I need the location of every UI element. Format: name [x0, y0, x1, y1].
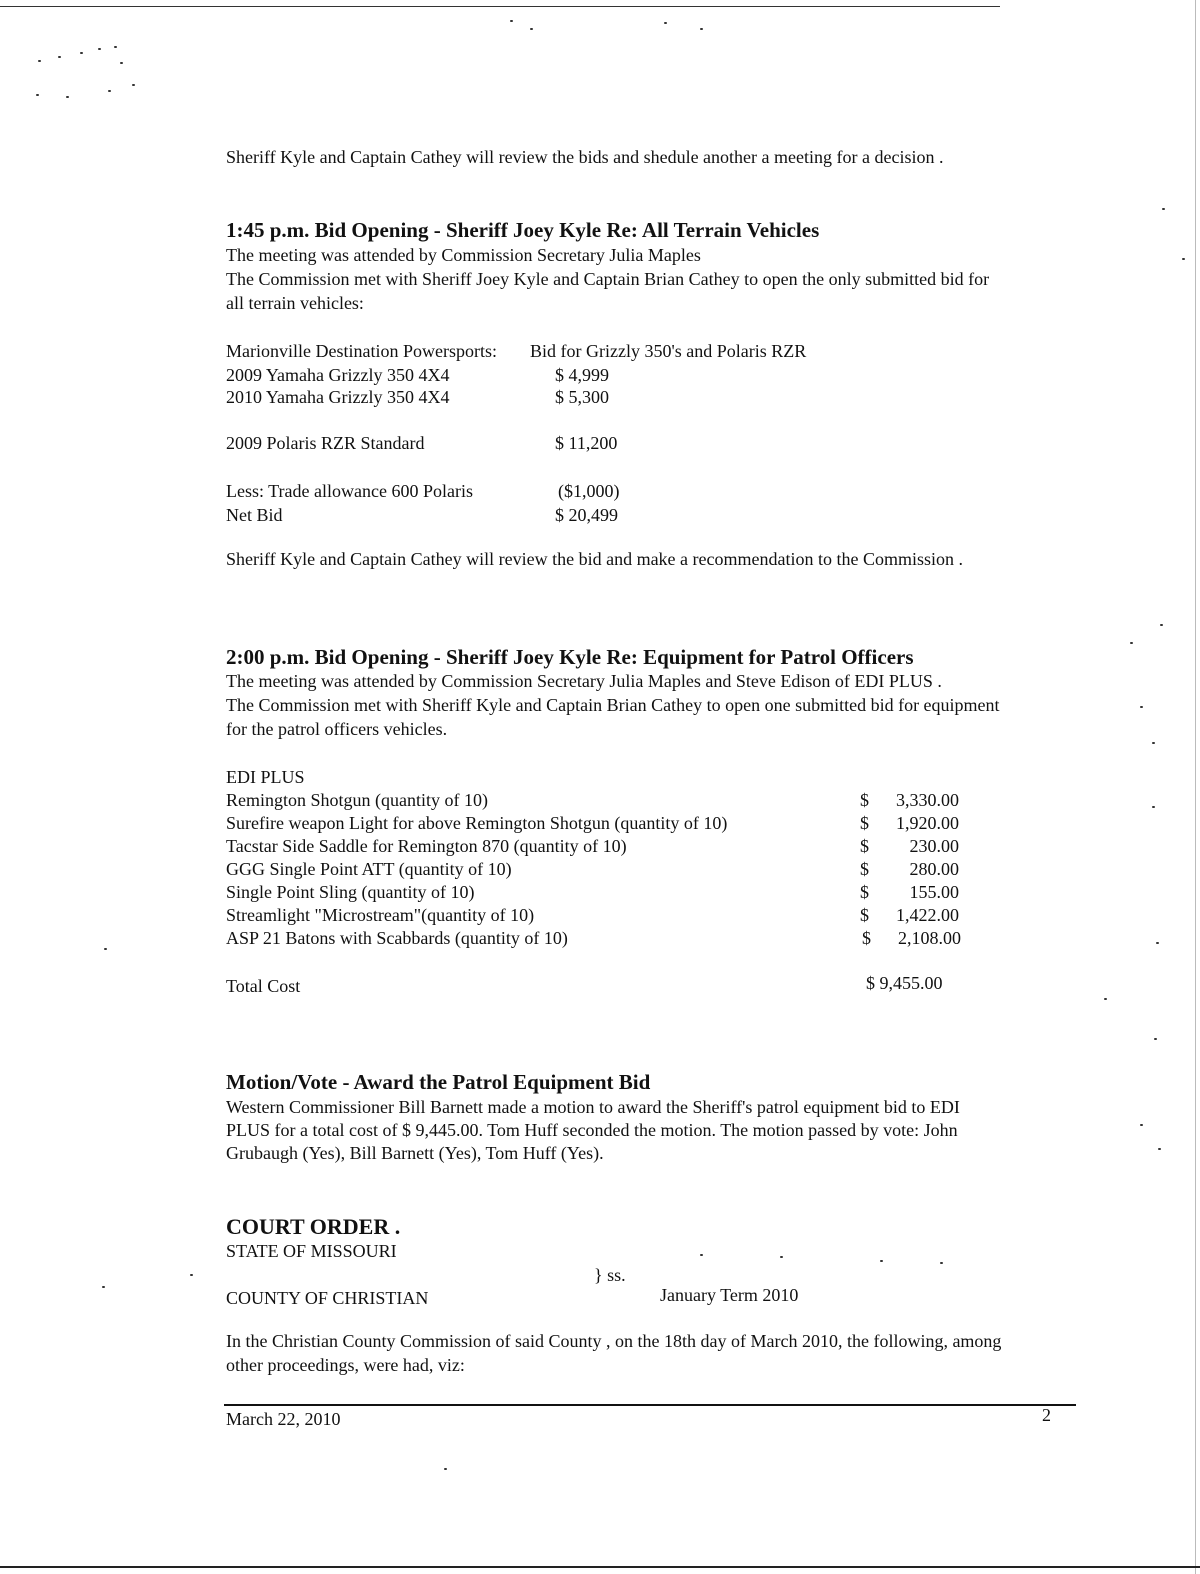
atv-item-price: $ 11,200	[555, 433, 618, 453]
atv-closing: Sheriff Kyle and Captain Cathey will review the bid and make a recommendation to the Commission .	[226, 549, 963, 569]
atv-met-line2: all terrain vehicles:	[226, 293, 364, 313]
amount-value: 155.00	[909, 882, 959, 902]
court-order-county: COUNTY OF CHRISTIAN	[226, 1288, 429, 1308]
patrol-item-name: GGG Single Point ATT (quantity of 10)	[226, 859, 512, 879]
dollar-sign: $	[860, 859, 869, 879]
patrol-met-line1: The Commission met with Sheriff Kyle and Captain Brian Cathey to open one submitted bid for equipment	[226, 695, 1000, 715]
top-scan-edge	[0, 6, 1000, 7]
amount-value: 230.00	[909, 836, 959, 856]
amount-value: 3,330.00	[896, 790, 959, 810]
court-order-heading: COURT ORDER .	[226, 1214, 401, 1239]
dollar-sign: $	[860, 882, 869, 902]
motion-line2: PLUS for a total cost of $ 9,445.00. Tom Huff seconded the motion. The motion passed by vote: John	[226, 1120, 958, 1140]
atv-item-name: 2010 Yamaha Grizzly 350 4X4	[226, 387, 450, 407]
atv-item-name: 2009 Yamaha Grizzly 350 4X4	[226, 365, 450, 385]
patrol-item-amount	[860, 789, 959, 811]
patrol-attended: The meeting was attended by Commission Secretary Julia Maples and Steve Edison of EDI PLUS .	[226, 671, 942, 691]
dollar-sign: $	[860, 790, 869, 810]
dollar-sign: $	[860, 905, 869, 925]
patrol-item-amount	[862, 927, 961, 949]
court-order-term: January Term 2010	[660, 1285, 799, 1305]
court-order-line2: other proceedings, were had, viz:	[226, 1355, 465, 1375]
atv-vendor-desc: Bid for Grizzly 350's and Polaris RZR	[530, 341, 807, 361]
patrol-item-amount	[860, 904, 959, 926]
amount-value: 1,920.00	[896, 813, 959, 833]
atv-item-price: ($1,000)	[558, 481, 620, 501]
bottom-scan-edge	[0, 1566, 1200, 1568]
amount-value: 2,108.00	[898, 928, 961, 948]
page-number: 2	[1042, 1405, 1051, 1425]
patrol-total-label: Total Cost	[226, 976, 301, 996]
amount-value: 280.00	[909, 859, 959, 879]
atv-item-price: $ 4,999	[555, 365, 609, 385]
right-scan-edge	[1195, 0, 1196, 1574]
atv-item-price: $ 5,300	[555, 387, 609, 407]
motion-line1: Western Commissioner Bill Barnett made a motion to award the Sheriff's patrol equipment bid to EDI	[226, 1097, 960, 1117]
court-order-line1: In the Christian County Commission of said County , on the 18th day of March 2010, the following, among	[226, 1331, 1002, 1351]
motion-heading: Motion/Vote - Award the Patrol Equipment Bid	[226, 1070, 651, 1094]
atv-item-name: 2009 Polaris RZR Standard	[226, 433, 425, 453]
patrol-item-amount	[860, 835, 959, 857]
patrol-item-amount	[860, 812, 959, 834]
atv-item-name: Less: Trade allowance 600 Polaris	[226, 481, 473, 501]
atv-net-bid-label: Net Bid	[226, 505, 283, 525]
patrol-total-value: $ 9,455.00	[866, 973, 943, 993]
atv-heading: 1:45 p.m. Bid Opening - Sheriff Joey Kyle Re: All Terrain Vehicles	[226, 218, 820, 242]
atv-attended: The meeting was attended by Commission Secretary Julia Maples	[226, 245, 701, 265]
patrol-item-amount	[860, 858, 959, 880]
intro-line: Sheriff Kyle and Captain Cathey will review the bids and shedule another a meeting for a decision .	[226, 147, 944, 167]
atv-met-line1: The Commission met with Sheriff Joey Kyle and Captain Brian Cathey to open the only submitted bid for	[226, 269, 990, 289]
footer-rule	[224, 1404, 1076, 1406]
court-order-ss: } ss.	[594, 1265, 626, 1285]
dollar-sign: $	[862, 928, 871, 948]
atv-vendor-label: Marionville Destination Powersports:	[226, 341, 497, 361]
footer-date: March 22, 2010	[226, 1409, 341, 1429]
patrol-met-line2: for the patrol officers vehicles.	[226, 719, 448, 739]
patrol-item-name: Surefire weapon Light for above Remington Shotgun (quantity of 10)	[226, 813, 728, 833]
patrol-item-amount	[860, 881, 959, 903]
patrol-heading: 2:00 p.m. Bid Opening - Sheriff Joey Kyle Re: Equipment for Patrol Officers	[226, 645, 914, 669]
patrol-item-name: Streamlight "Microstream"(quantity of 10)	[226, 905, 535, 925]
atv-net-bid-value: $ 20,499	[555, 505, 618, 525]
patrol-item-name: Tacstar Side Saddle for Remington 870 (quantity of 10)	[226, 836, 627, 856]
dollar-sign: $	[860, 836, 869, 856]
dollar-sign: $	[860, 813, 869, 833]
amount-value: 1,422.00	[896, 905, 959, 925]
patrol-item-name: ASP 21 Batons with Scabbards (quantity of 10)	[226, 928, 568, 948]
patrol-item-name: Remington Shotgun (quantity of 10)	[226, 790, 488, 810]
motion-line3: Grubaugh (Yes), Bill Barnett (Yes), Tom Huff (Yes).	[226, 1143, 604, 1163]
court-order-state: STATE OF MISSOURI	[226, 1241, 397, 1261]
patrol-vendor: EDI PLUS	[226, 767, 305, 787]
patrol-item-name: Single Point Sling (quantity of 10)	[226, 882, 475, 902]
